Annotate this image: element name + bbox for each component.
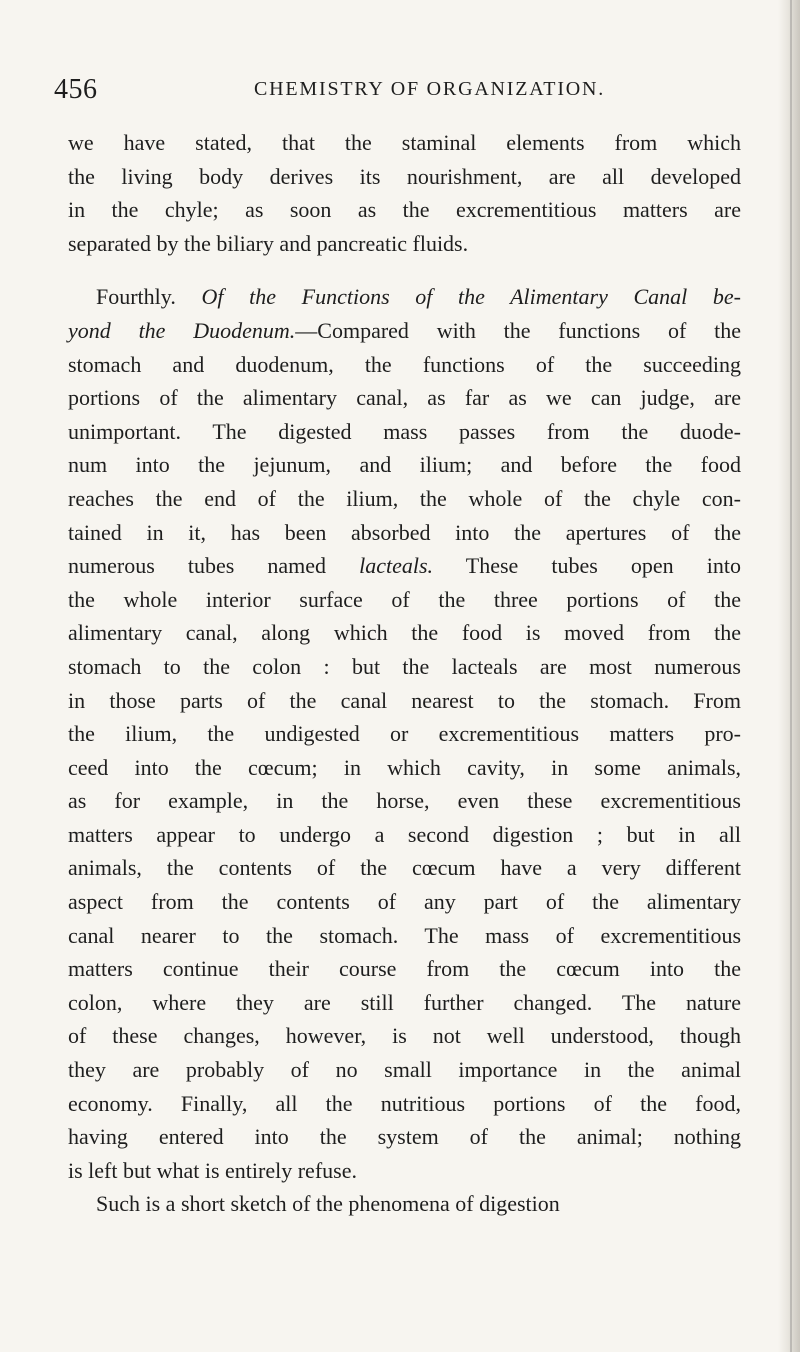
section-heading-part-1: Of the Functions of the Alimentary Canal be- <box>201 284 742 310</box>
text-line: having entered into the system of the animal; nothing <box>68 1124 741 1150</box>
body-text <box>68 126 741 1221</box>
text-line: num into the jejunum, and ilium; and before the food <box>68 452 741 478</box>
text-line: in the chyle; as soon as the excrementitious matters are <box>68 197 741 223</box>
lacteals-line-end: These tubes open into <box>465 553 741 579</box>
lacteals-term: lacteals. <box>359 553 434 579</box>
text-line: animals, the contents of the cœcum have a very different <box>68 855 741 881</box>
text-line: canal nearer to the stomach. The mass of excrementitious <box>68 922 741 948</box>
text-line: matters continue their course from the cœcum into the <box>68 956 741 982</box>
text-line: aspect from the contents of any part of the alimentary <box>68 889 741 915</box>
section-heading-line-2 <box>68 314 741 348</box>
text-line: as for example, in the horse, even these excrementitious <box>68 788 741 814</box>
section-lead: Fourthly. <box>96 284 176 310</box>
page-edge-line <box>790 0 792 1352</box>
text-line: alimentary canal, along which the food is moved from the <box>68 620 741 646</box>
text-line: the ilium, the undigested or excrementitious matters pro- <box>68 721 741 747</box>
text-line: they are probably of no small importance in the animal <box>68 1057 741 1083</box>
section-heading-part-2: yond the Duodenum. <box>68 317 296 343</box>
lacteals-line-start: numerous tubes named <box>68 553 327 579</box>
text-line: unimportant. The digested mass passes from the duode- <box>68 418 741 444</box>
page-number: 456 <box>54 74 98 105</box>
text-line: we have stated, that the staminal elements from which <box>68 130 741 155</box>
text-line: is left but what is entirely refuse. <box>68 1157 357 1183</box>
text-line: economy. Finally, all the nutritious portions of the food, <box>68 1090 741 1116</box>
text-line: in those parts of the canal nearest to the stomach. From <box>68 687 741 713</box>
page-header <box>54 74 754 114</box>
text-line: stomach and duodenum, the functions of the succeeding <box>68 351 741 377</box>
text-line: Such is a short sketch of the phenomena of digestion <box>96 1191 560 1217</box>
running-head: CHEMISTRY OF ORGANIZATION. <box>254 78 606 100</box>
text-line: of these changes, however, is not well understood, though <box>68 1023 741 1049</box>
text-line: matters appear to undergo a second digestion ; but in all <box>68 821 741 847</box>
text-line: stomach to the colon : but the lacteals are most numerous <box>68 653 741 679</box>
page-edge-shadow <box>778 0 800 1352</box>
text-line: the whole interior surface of the three portions of the <box>68 586 741 612</box>
text-line: separated by the biliary and pancreatic fluids. <box>68 230 469 256</box>
text-line: colon, where they are still further changed. The nature <box>68 989 741 1015</box>
paragraph-gap <box>68 260 741 280</box>
text-line: tained in it, has been absorbed into the apertures of the <box>68 519 741 545</box>
section-heading-continuation: —Compared with the functions of the <box>295 317 741 343</box>
text-line: the living body derives its nourishment, are all developed <box>68 163 741 189</box>
lacteals-line <box>68 549 741 583</box>
text-line: reaches the end of the ilium, the whole of the chyle con- <box>68 485 741 511</box>
section-heading-line <box>68 280 741 314</box>
text-line: portions of the alimentary canal, as far as we can judge, are <box>68 385 741 411</box>
text-line: ceed into the cœcum; in which cavity, in some animals, <box>68 754 741 780</box>
